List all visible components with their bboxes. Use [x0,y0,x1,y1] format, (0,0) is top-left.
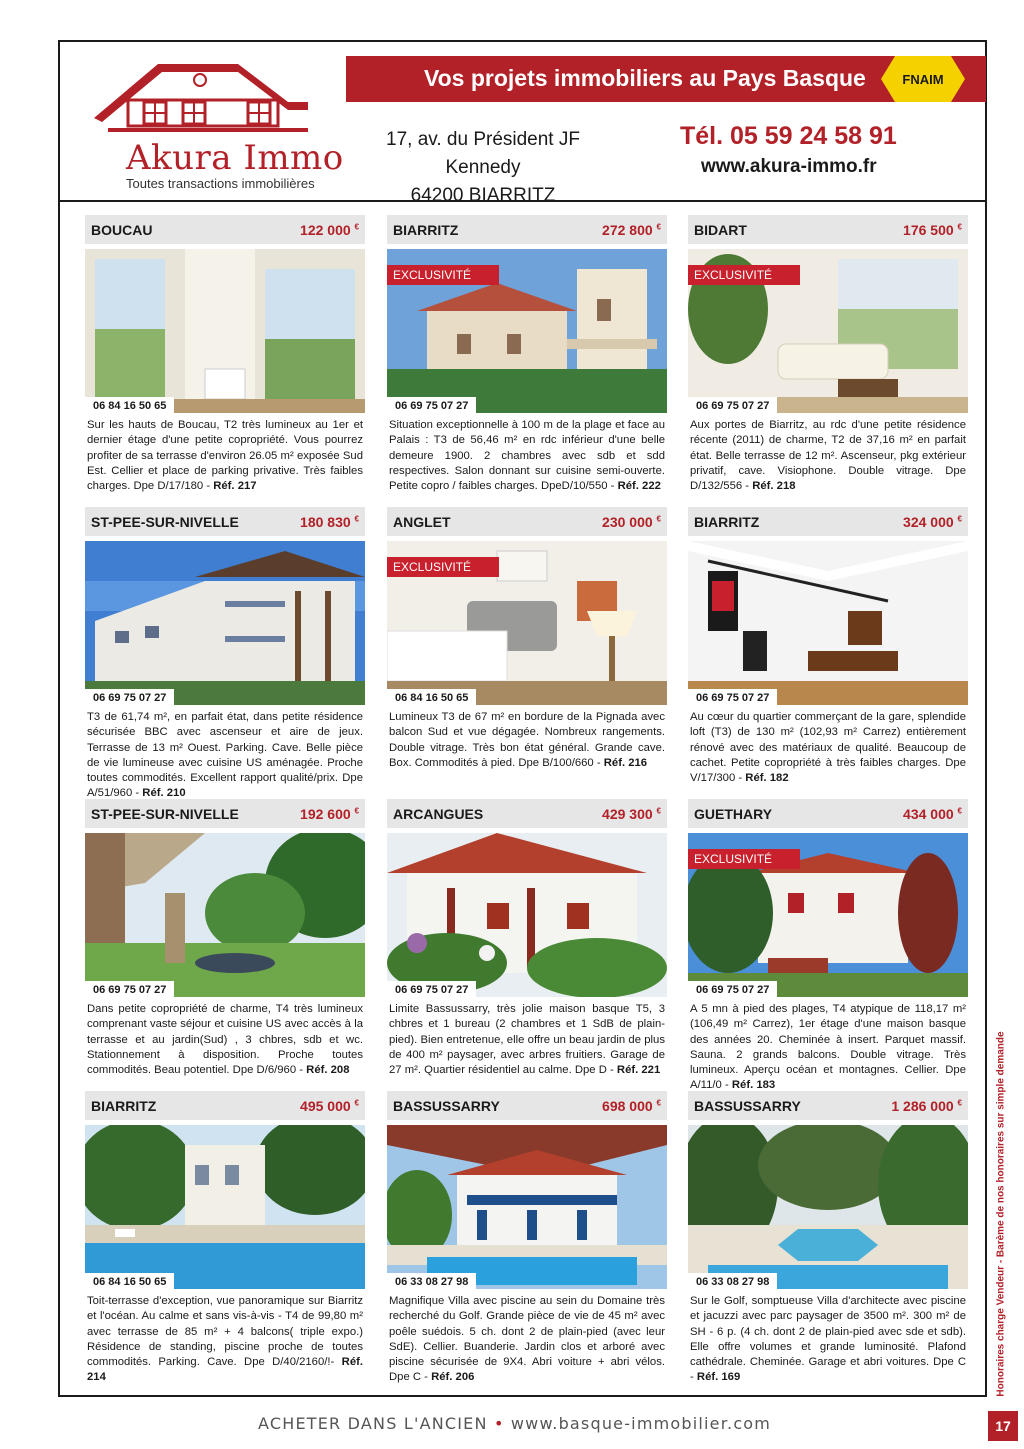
listing-reference: Réf. 169 [696,1371,741,1384]
listing-city: BASSUSSARRY [694,1098,801,1114]
exclusive-badge: EXCLUSIVITÉ [688,265,800,285]
listing-city: ST-PEE-SUR-NIVELLE [91,806,239,822]
agency-phone[interactable]: Tél. 05 59 24 58 91 [680,122,897,150]
price-value: 230 000 [602,514,653,530]
listing-photo[interactable] [85,1125,365,1289]
listing-city: BIARRITZ [694,514,760,530]
listing-titlebar [85,799,365,828]
listing-reference: Réf. 222 [617,480,661,493]
listing-phone[interactable]: 06 69 75 07 27 [387,397,476,413]
agency-header [60,42,985,206]
listing-reference: Réf. 214 [87,1356,363,1384]
listing-photo[interactable] [85,249,365,413]
exclusive-badge: EXCLUSIVITÉ [387,265,499,285]
property-photo [387,1125,667,1289]
listing-titlebar [85,1091,365,1120]
price-value: 324 000 [903,514,954,530]
listing-description [87,418,363,494]
sidebar-note [990,1031,1012,1397]
listing-price [602,806,661,822]
listing-phone[interactable]: 06 84 16 50 65 [85,397,174,413]
listing-titlebar [387,507,667,536]
property-photo [85,249,365,413]
description-text: Magnifique Villa avec piscine au sein du Domaine très recherché du Golf. Grande pièce de vie de 45 m² avec poêle suédois. 5 ch. dont 2 de plain-pied (avec leur SdE). Cellier. Buanderie. Jardin clos et arboré avec piscine sécurisée de 9X4. Abri voiture + abri vélos. Dpe C - [389,1295,665,1384]
footer-left: ACHETER DANS L'ANCIEN [258,1414,488,1433]
listing-phone[interactable]: 06 33 08 27 98 [688,1273,777,1289]
listing-city: GUETHARY [694,806,773,822]
listing-price [903,222,962,238]
listing-city: ANGLET [393,514,451,530]
price-value: 192 600 [300,806,351,822]
price-currency: € [656,1098,661,1108]
listing-city: BIDART [694,222,747,238]
listing-card[interactable] [688,215,968,501]
description-text: Sur les hauts de Boucau, T2 très lumineux au 1er et dernier étage d'une petite copropriété. Vous pourrez profiter de sa terrasse d'environ 26.05 m² exposée Sud Est. Cellier et place de parking privative. Très faibles charges. Dpe D/17/180 - [87,419,363,493]
listing-reference: Réf. 217 [213,480,257,493]
listing-reference: Réf. 183 [731,1079,776,1092]
price-currency: € [957,1098,962,1108]
listing-phone[interactable]: 06 69 75 07 27 [688,689,777,705]
logo-name: Akura Immo [126,138,344,178]
price-currency: € [656,514,661,524]
listing-description [389,418,665,494]
listing-photo[interactable] [387,541,667,705]
price-currency: € [354,806,359,816]
footer-website[interactable]: www.basque-immobilier.com [510,1414,772,1433]
listing-titlebar [387,799,667,828]
listing-price [602,1098,661,1114]
price-value: 495 000 [300,1098,351,1114]
listing-reference: Réf. 206 [431,1371,475,1384]
price-value: 180 830 [300,514,351,530]
listing-phone[interactable]: 06 69 75 07 27 [688,981,777,997]
listing-description [389,710,665,771]
listing-card[interactable] [85,507,365,800]
fees-note: Honoraires charge Vendeur - Barème de nos honoraires sur simple demande [995,1031,1007,1397]
price-value: 429 300 [602,806,653,822]
listing-titlebar [387,215,667,244]
listing-phone[interactable]: 06 84 16 50 65 [387,689,476,705]
listing-description [690,418,966,494]
price-value: 272 800 [602,222,653,238]
listing-titlebar [688,507,968,536]
listing-price [300,806,359,822]
price-currency: € [957,514,962,524]
listing-price [903,514,962,530]
price-currency: € [354,514,359,524]
listing-card[interactable] [387,1091,667,1384]
listing-card[interactable] [688,507,968,793]
property-photo [688,541,968,705]
description-text: Toit-terrasse d'exception, vue panoramique sur Biarritz et l'océan. Au calme et sans vis-à-vis - T4 de 99,80 m² avec terrasse de 85 m² + 4 balcons( triple expo.) Résidence de standing, piscine proche de toutes commodités. Parking. Cave. Dpe D/40/2160/!- [87,1295,363,1369]
listing-reference: Réf. 210 [142,787,186,800]
listing-photo[interactable] [387,249,667,413]
property-photo [85,1125,365,1289]
description-text: Limite Bassussarry, très jolie maison basque T5, 3 chbres et 1 bureau (2 chambres et 1 SdB de plain-pied). Bien entretenue, elle offre un beau jardin de plus de 400 m² paysager, avec arbres fruitiers. Garage de 27 m². Quartier résidentiel au calme. Dpe D - [389,1003,665,1077]
listing-phone[interactable]: 06 69 75 07 27 [85,689,174,705]
price-value: 1 286 000 [891,1098,954,1114]
page-number: 17 [988,1411,1018,1441]
listing-reference: Réf. 208 [306,1064,350,1077]
listing-price [903,806,962,822]
listing-photo[interactable] [85,833,365,997]
description-text: Au cœur du quartier commerçant de la gare, splendide loft (T3) de 130 m² (102,93 m² Carrez) entièrement rénové avec des matériaux de qualité. Beaucoup de cachet. Petite copropriété à très faibles charges. Dpe V/17/300 - [690,711,966,785]
listing-description [87,1294,363,1386]
price-value: 698 000 [602,1098,653,1114]
listing-card[interactable] [387,799,667,1085]
description-text: Situation exceptionnelle à 100 m de la plage et face au Palais : T3 de 56,46 m² en rdc inférieur d'une belle demeure 1900. 2 chambres avec sdb et sdd respectives. Salon donnant sur cuisine semi-ouverte. Petite copro / faibles charges. DpeD/10/550 - [389,419,665,493]
listing-phone[interactable]: 06 69 75 07 27 [688,397,777,413]
listing-description [690,710,966,786]
description-text: Lumineux T3 de 67 m² en bordure de la Pignada avec balcon Sud et vue dégagée. Nombreux rangements. Double vitrage. Très bon état général. Grande cave. Box. Commodités à pied. Dpe B/100/660 - [389,711,665,769]
listing-card[interactable] [387,507,667,793]
listing-phone[interactable]: 06 33 08 27 98 [387,1273,476,1289]
listing-titlebar [387,1091,667,1120]
listing-photo[interactable] [688,833,968,997]
agency-address [347,126,619,210]
listing-city: BIARRITZ [91,1098,157,1114]
listing-photo[interactable] [688,541,968,705]
price-value: 176 500 [903,222,954,238]
property-photo [688,1125,968,1289]
price-currency: € [354,222,359,232]
description-text: Aux portes de Biarritz, au rdc d'une petite résidence récente (2011) de charme, T2 de 37,16 m² en parfait état. Belle terrasse de 12 m². Ascenseur, pkg extérieur privatif, cave. Visiophone. Double vitrage. Dpe D/132/556 - [690,419,966,493]
description-text: Sur le Golf, somptueuse Villa d'architecte avec piscine et jacuzzi avec parc paysager de 3500 m². 300 m² de SH - 6 p. (4 ch. dont 2 de plain-pied avec sde et sdb). Elle offre volumes et grande luminosité. Plafond cathédrale. Cheminée. Garage et abri voitures. Dpe C - [690,1295,966,1384]
agency-logo[interactable] [88,50,344,191]
listing-photo[interactable] [387,1125,667,1289]
footer-separator: • [493,1414,505,1433]
listing-price [602,222,661,238]
fnaim-label: FNAIM [902,72,944,87]
listing-photo[interactable] [688,1125,968,1289]
listing-titlebar [85,507,365,536]
listing-description [87,1002,363,1078]
property-photo [387,833,667,997]
listing-reference: Réf. 216 [603,756,648,769]
footer [258,1414,771,1433]
listing-description [389,1294,665,1386]
listing-photo[interactable] [85,541,365,705]
listing-price [891,1098,962,1114]
listing-price [300,1098,359,1114]
listing-phone[interactable]: 06 69 75 07 27 [387,981,476,997]
exclusive-badge: EXCLUSIVITÉ [387,557,499,577]
listing-card[interactable] [85,1091,365,1384]
listing-city: ARCANGUES [393,806,484,822]
listing-card[interactable] [387,215,667,501]
address-line-2: 64200 BIARRITZ [410,185,556,206]
listing-card[interactable] [85,215,365,501]
price-currency: € [957,806,962,816]
listing-card[interactable] [688,1091,968,1384]
listing-city: ST-PEE-SUR-NIVELLE [91,514,239,530]
agency-website[interactable]: www.akura-immo.fr [701,156,877,177]
listing-price [300,222,359,238]
price-value: 434 000 [903,806,954,822]
listing-price [602,514,661,530]
listing-titlebar [85,215,365,244]
fnaim-badge-icon [881,54,965,104]
listing-description [87,710,363,802]
listing-price [300,514,359,530]
banner [346,56,986,102]
listing-city: BASSUSSARRY [393,1098,500,1114]
property-photo [85,541,365,705]
price-currency: € [354,1098,359,1108]
price-currency: € [656,222,661,232]
listing-phone[interactable]: 06 69 75 07 27 [85,981,174,997]
listing-reference: Réf. 182 [745,772,789,785]
listing-description [690,1294,966,1386]
listing-reference: Réf. 218 [752,480,796,493]
property-photo [85,833,365,997]
house-roof-icon [88,50,318,140]
listing-city: BOUCAU [91,222,153,238]
description-text: Dans petite copropriété de charme, T4 très lumineux comprenant vaste séjour et cuisine US avec accès à la terrasse et au jardin(Sud) , 3 chbres, sdb et wc. Stationnement à disposition. Proche toutes commodités. Beau potentiel. Dpe D/6/960 - [87,1003,363,1077]
listing-city: BIARRITZ [393,222,459,238]
listing-photo[interactable] [387,833,667,997]
listing-phone[interactable]: 06 84 16 50 65 [85,1273,174,1289]
listing-titlebar [688,215,968,244]
listing-description [690,1002,966,1094]
price-value: 122 000 [300,222,351,238]
listing-description [389,1002,665,1078]
price-currency: € [957,222,962,232]
price-currency: € [656,806,661,816]
description-text: T3 de 61,74 m², en parfait état, dans petite résidence sécurisée BBC avec ascenseur et aire de jeux. Terrasse de 13 m² Ouest. Parking. Cave. Belle pièce de vie lumineuse avec cuisine US aménagée. Proche toutes commodités. Excellent rapport qualité/prix. Dpe A/51/960 - [87,711,363,800]
fnaim-logo[interactable] [881,54,965,104]
listing-card[interactable] [85,799,365,1085]
listing-titlebar [688,799,968,828]
listing-photo[interactable] [688,249,968,413]
listing-titlebar [688,1091,968,1120]
address-line-1: 17, av. du Président JF Kennedy [386,129,580,178]
logo-tagline: Toutes transactions immobilières [126,176,315,191]
banner-title: Vos projets immobiliers au Pays Basque [424,65,866,91]
listing-card[interactable] [688,799,968,1092]
listing-reference: Réf. 221 [616,1064,661,1077]
exclusive-badge: EXCLUSIVITÉ [688,849,800,869]
description-text: A 5 mn à pied des plages, T4 atypique de 118,17 m² (106,49 m² Carrez), 1er étage d'une maison basque des années 20. Cheminée à insert. Parquet massif. Sauna. 2 grands balcons. Double vitrage. Très lumineux. Aperçu océan et montagnes. Cellier. Dpe A/11/0 - [690,1003,966,1092]
